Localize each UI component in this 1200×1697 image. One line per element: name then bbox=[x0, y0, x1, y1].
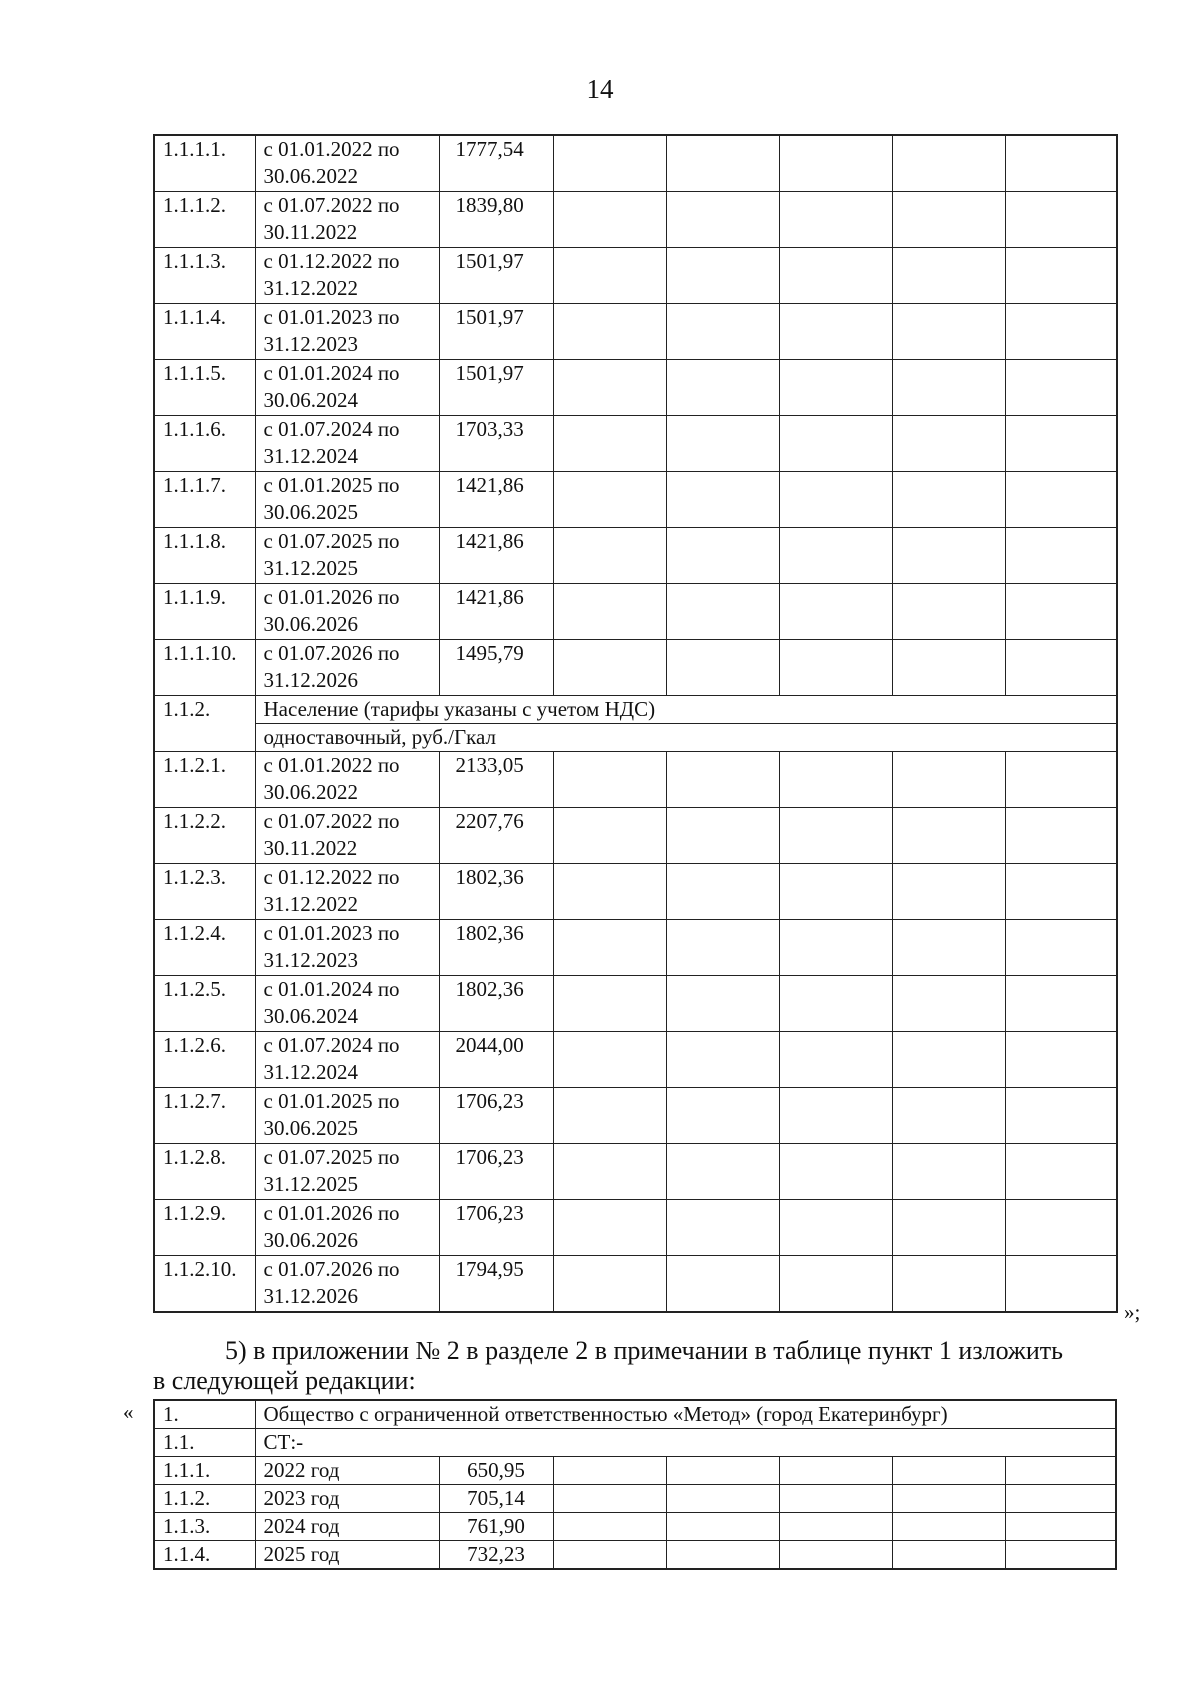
empty-cell bbox=[553, 640, 666, 696]
empty-cell bbox=[892, 1513, 1005, 1541]
table-row bbox=[154, 640, 1117, 696]
empty-cell bbox=[553, 192, 666, 248]
empty-cell bbox=[553, 920, 666, 976]
empty-cell bbox=[553, 1513, 666, 1541]
period-end: 31.12.2026 bbox=[263, 668, 358, 692]
empty-cell bbox=[666, 135, 779, 192]
table-row bbox=[154, 360, 1117, 416]
period-cell bbox=[255, 472, 439, 528]
empty-cell bbox=[892, 864, 1005, 920]
empty-cell bbox=[779, 192, 892, 248]
empty-cell bbox=[553, 472, 666, 528]
table-row bbox=[154, 584, 1117, 640]
row-number: 1.1.2.3. bbox=[154, 864, 255, 920]
row-number: 1.1.2.6. bbox=[154, 1032, 255, 1088]
period-start: с 01.01.2026 по bbox=[263, 1201, 400, 1225]
empty-cell bbox=[1005, 1485, 1116, 1513]
empty-cell bbox=[892, 1485, 1005, 1513]
table-row bbox=[154, 976, 1117, 1032]
year-value: 705,14 bbox=[439, 1485, 553, 1513]
empty-cell bbox=[892, 135, 1005, 192]
period-cell bbox=[255, 416, 439, 472]
empty-cell bbox=[1005, 1200, 1117, 1256]
tariff-value: 2044,00 bbox=[439, 1032, 553, 1088]
empty-cell bbox=[666, 360, 779, 416]
tariff-value: 1839,80 bbox=[439, 192, 553, 248]
empty-cell bbox=[1005, 1144, 1117, 1200]
period-cell bbox=[255, 1088, 439, 1144]
empty-cell bbox=[1005, 528, 1117, 584]
empty-cell bbox=[553, 416, 666, 472]
row-number: 1.1.2.4. bbox=[154, 920, 255, 976]
period-cell bbox=[255, 304, 439, 360]
period-start: с 01.07.2025 по bbox=[263, 529, 400, 553]
paragraph-line-1: 5) в приложении № 2 в разделе 2 в примечании в таблице пункт 1 изложить bbox=[225, 1336, 1064, 1365]
empty-cell bbox=[666, 1144, 779, 1200]
empty-cell bbox=[892, 1541, 1005, 1570]
empty-cell bbox=[779, 1088, 892, 1144]
tariff-value: 1802,36 bbox=[439, 920, 553, 976]
empty-cell bbox=[892, 1457, 1005, 1485]
section-number: 1.1.2. bbox=[154, 696, 255, 752]
period-start: с 01.01.2025 по bbox=[263, 1089, 400, 1113]
empty-cell bbox=[553, 1485, 666, 1513]
period-cell bbox=[255, 1200, 439, 1256]
period-end: 31.12.2023 bbox=[263, 948, 358, 972]
empty-cell bbox=[779, 752, 892, 808]
period-end: 30.06.2025 bbox=[263, 1116, 358, 1140]
row-number: 1.1.1.4. bbox=[154, 304, 255, 360]
empty-cell bbox=[553, 1200, 666, 1256]
empty-cell bbox=[779, 808, 892, 864]
empty-cell bbox=[666, 640, 779, 696]
row-number: 1.1.2.2. bbox=[154, 808, 255, 864]
table-row bbox=[154, 135, 1117, 192]
period-end: 30.06.2026 bbox=[263, 1228, 358, 1252]
opening-quote: « bbox=[123, 1400, 134, 1424]
section-title: Население (тарифы указаны с учетом НДС) bbox=[255, 696, 1117, 724]
table-row bbox=[154, 416, 1117, 472]
row-number: 1.1.2.8. bbox=[154, 1144, 255, 1200]
empty-cell bbox=[666, 472, 779, 528]
table-row bbox=[154, 1144, 1117, 1200]
period-cell bbox=[255, 360, 439, 416]
period-start: с 01.01.2023 по bbox=[263, 305, 400, 329]
table-row bbox=[154, 1513, 1116, 1541]
empty-cell bbox=[1005, 416, 1117, 472]
empty-cell bbox=[553, 528, 666, 584]
row-number: 1.1.1.3. bbox=[154, 248, 255, 304]
period-cell bbox=[255, 584, 439, 640]
empty-cell bbox=[892, 920, 1005, 976]
period-cell bbox=[255, 248, 439, 304]
empty-cell bbox=[553, 864, 666, 920]
row-number: 1.1.1.10. bbox=[154, 640, 255, 696]
empty-cell bbox=[779, 1144, 892, 1200]
period-cell bbox=[255, 528, 439, 584]
empty-cell bbox=[779, 1457, 892, 1485]
tariff-value: 1501,97 bbox=[439, 248, 553, 304]
empty-cell bbox=[553, 1032, 666, 1088]
empty-cell bbox=[779, 1200, 892, 1256]
period-end: 30.11.2022 bbox=[263, 836, 358, 860]
period-end: 30.06.2022 bbox=[263, 780, 358, 804]
table-row bbox=[154, 1200, 1117, 1256]
table-row bbox=[154, 528, 1117, 584]
empty-cell bbox=[553, 808, 666, 864]
year-cell: 2024 год bbox=[255, 1513, 439, 1541]
period-start: с 01.07.2026 по bbox=[263, 1257, 400, 1281]
period-start: с 01.07.2024 по bbox=[263, 417, 400, 441]
year-cell: 2025 год bbox=[255, 1541, 439, 1570]
period-end: 31.12.2022 bbox=[263, 892, 358, 916]
empty-cell bbox=[1005, 752, 1117, 808]
empty-cell bbox=[1005, 360, 1117, 416]
empty-cell bbox=[779, 304, 892, 360]
section-subtitle: одноставочный, руб./Гкал bbox=[255, 724, 1117, 752]
empty-cell bbox=[1005, 584, 1117, 640]
period-end: 31.12.2022 bbox=[263, 276, 358, 300]
org-name: Общество с ограниченной ответственностью «Метод» (город Екатеринбург) bbox=[255, 1400, 1116, 1429]
row-number: 1.1.4. bbox=[154, 1541, 255, 1570]
empty-cell bbox=[779, 584, 892, 640]
tariff-value: 2207,76 bbox=[439, 808, 553, 864]
row-number: 1.1.1.2. bbox=[154, 192, 255, 248]
period-end: 30.06.2024 bbox=[263, 1004, 358, 1028]
row-number: 1.1.2. bbox=[154, 1485, 255, 1513]
empty-cell bbox=[666, 248, 779, 304]
tariff-value: 1802,36 bbox=[439, 976, 553, 1032]
period-start: с 01.07.2024 по bbox=[263, 1033, 400, 1057]
empty-cell bbox=[553, 1256, 666, 1313]
empty-cell bbox=[666, 584, 779, 640]
empty-cell bbox=[666, 920, 779, 976]
org-number: 1. bbox=[154, 1400, 255, 1429]
year-value: 732,23 bbox=[439, 1541, 553, 1570]
tariff-section-population bbox=[154, 696, 1117, 752]
empty-cell bbox=[1005, 864, 1117, 920]
empty-cell bbox=[779, 248, 892, 304]
empty-cell bbox=[779, 1256, 892, 1313]
empty-cell bbox=[892, 584, 1005, 640]
empty-cell bbox=[1005, 135, 1117, 192]
empty-cell bbox=[553, 304, 666, 360]
row-number: 1.1.3. bbox=[154, 1513, 255, 1541]
empty-cell bbox=[1005, 1032, 1117, 1088]
empty-cell bbox=[892, 1144, 1005, 1200]
empty-cell bbox=[779, 864, 892, 920]
tariff-value: 1777,54 bbox=[439, 135, 553, 192]
table-row bbox=[154, 472, 1117, 528]
empty-cell bbox=[892, 1088, 1005, 1144]
empty-cell bbox=[553, 1144, 666, 1200]
empty-cell bbox=[1005, 1256, 1117, 1313]
empty-cell bbox=[666, 864, 779, 920]
empty-cell bbox=[666, 808, 779, 864]
empty-cell bbox=[666, 1088, 779, 1144]
period-cell bbox=[255, 640, 439, 696]
period-start: с 01.01.2026 по bbox=[263, 585, 400, 609]
row-number: 1.1.1.9. bbox=[154, 584, 255, 640]
empty-cell bbox=[1005, 248, 1117, 304]
tariff-rows-population bbox=[154, 752, 1117, 1313]
empty-cell bbox=[553, 360, 666, 416]
table-row bbox=[154, 304, 1117, 360]
tariff-value: 1501,97 bbox=[439, 304, 553, 360]
year-value: 761,90 bbox=[439, 1513, 553, 1541]
row-number: 1.1.1.1. bbox=[154, 135, 255, 192]
table-row bbox=[154, 1256, 1117, 1313]
empty-cell bbox=[779, 1032, 892, 1088]
empty-cell bbox=[553, 584, 666, 640]
table-row bbox=[154, 1541, 1116, 1570]
period-cell bbox=[255, 135, 439, 192]
year-cell: 2023 год bbox=[255, 1485, 439, 1513]
empty-cell bbox=[666, 976, 779, 1032]
tariff-table bbox=[153, 134, 1118, 1313]
table-row bbox=[154, 864, 1117, 920]
empty-cell bbox=[892, 640, 1005, 696]
period-end: 30.06.2025 bbox=[263, 500, 358, 524]
empty-cell bbox=[553, 248, 666, 304]
empty-cell bbox=[553, 1457, 666, 1485]
tariff-value: 1706,23 bbox=[439, 1144, 553, 1200]
period-end: 31.12.2024 bbox=[263, 1060, 358, 1084]
period-start: с 01.12.2022 по bbox=[263, 865, 400, 889]
row-number: 1.1.1.6. bbox=[154, 416, 255, 472]
period-cell bbox=[255, 976, 439, 1032]
empty-cell bbox=[1005, 1541, 1116, 1570]
table-row bbox=[154, 920, 1117, 976]
period-start: с 01.12.2022 по bbox=[263, 249, 400, 273]
empty-cell bbox=[892, 192, 1005, 248]
period-cell bbox=[255, 864, 439, 920]
empty-cell bbox=[892, 528, 1005, 584]
period-cell bbox=[255, 1032, 439, 1088]
period-start: с 01.01.2022 по bbox=[263, 753, 400, 777]
empty-cell bbox=[892, 360, 1005, 416]
empty-cell bbox=[666, 1200, 779, 1256]
table-row bbox=[154, 1457, 1116, 1485]
empty-cell bbox=[779, 472, 892, 528]
empty-cell bbox=[666, 1541, 779, 1570]
empty-cell bbox=[666, 528, 779, 584]
empty-cell bbox=[779, 135, 892, 192]
period-start: с 01.01.2022 по bbox=[263, 137, 400, 161]
table-row bbox=[154, 1032, 1117, 1088]
period-end: 31.12.2023 bbox=[263, 332, 358, 356]
tariff-value: 1421,86 bbox=[439, 472, 553, 528]
period-end: 31.12.2025 bbox=[263, 1172, 358, 1196]
period-start: с 01.07.2026 по bbox=[263, 641, 400, 665]
closing-quote: »; bbox=[1124, 1300, 1141, 1324]
empty-cell bbox=[666, 1032, 779, 1088]
period-end: 30.06.2024 bbox=[263, 388, 358, 412]
paragraph-line-2: в следующей редакции: bbox=[153, 1366, 416, 1395]
empty-cell bbox=[553, 1088, 666, 1144]
empty-cell bbox=[779, 1513, 892, 1541]
empty-cell bbox=[779, 360, 892, 416]
organization-table bbox=[153, 1399, 1117, 1570]
period-cell bbox=[255, 752, 439, 808]
tariff-value: 1802,36 bbox=[439, 864, 553, 920]
empty-cell bbox=[892, 1200, 1005, 1256]
table-row bbox=[154, 1088, 1117, 1144]
period-end: 31.12.2026 bbox=[263, 1284, 358, 1308]
period-end: 30.06.2026 bbox=[263, 612, 358, 636]
table-row bbox=[154, 752, 1117, 808]
tariff-value: 1703,33 bbox=[439, 416, 553, 472]
period-end: 30.11.2022 bbox=[263, 220, 358, 244]
empty-cell bbox=[1005, 1457, 1116, 1485]
period-cell bbox=[255, 920, 439, 976]
period-cell bbox=[255, 192, 439, 248]
row-number: 1.1.1.7. bbox=[154, 472, 255, 528]
tariff-value: 1495,79 bbox=[439, 640, 553, 696]
empty-cell bbox=[779, 528, 892, 584]
empty-cell bbox=[779, 1485, 892, 1513]
empty-cell bbox=[666, 1457, 779, 1485]
empty-cell bbox=[666, 752, 779, 808]
row-number: 1.1.2.10. bbox=[154, 1256, 255, 1313]
period-end: 30.06.2022 bbox=[263, 164, 358, 188]
empty-cell bbox=[779, 416, 892, 472]
row-number: 1.1.1.8. bbox=[154, 528, 255, 584]
empty-cell bbox=[892, 472, 1005, 528]
period-start: с 01.07.2022 по bbox=[263, 809, 400, 833]
empty-cell bbox=[892, 416, 1005, 472]
empty-cell bbox=[1005, 808, 1117, 864]
tariff-value: 1421,86 bbox=[439, 528, 553, 584]
empty-cell bbox=[779, 640, 892, 696]
row-number: 1.1.2.5. bbox=[154, 976, 255, 1032]
row-number: 1.1.2.7. bbox=[154, 1088, 255, 1144]
tariff-value: 1706,23 bbox=[439, 1200, 553, 1256]
empty-cell bbox=[1005, 920, 1117, 976]
row-number: 1.1.1.5. bbox=[154, 360, 255, 416]
period-cell bbox=[255, 1256, 439, 1313]
empty-cell bbox=[1005, 640, 1117, 696]
row-number: 1.1.2.9. bbox=[154, 1200, 255, 1256]
tariff-rows-commercial bbox=[154, 135, 1117, 696]
page-number: 14 bbox=[586, 74, 614, 104]
table-row bbox=[154, 1485, 1116, 1513]
empty-cell bbox=[892, 1032, 1005, 1088]
table-row bbox=[154, 248, 1117, 304]
tariff-value: 1794,95 bbox=[439, 1256, 553, 1313]
empty-cell bbox=[1005, 472, 1117, 528]
tariff-value: 1706,23 bbox=[439, 1088, 553, 1144]
period-start: с 01.07.2025 по bbox=[263, 1145, 400, 1169]
period-start: с 01.07.2022 по bbox=[263, 193, 400, 217]
period-start: с 01.01.2024 по bbox=[263, 977, 400, 1001]
empty-cell bbox=[553, 135, 666, 192]
period-start: с 01.01.2023 по bbox=[263, 921, 400, 945]
empty-cell bbox=[892, 1256, 1005, 1313]
empty-cell bbox=[666, 304, 779, 360]
empty-cell bbox=[1005, 304, 1117, 360]
period-start: с 01.01.2024 по bbox=[263, 361, 400, 385]
year-cell: 2022 год bbox=[255, 1457, 439, 1485]
empty-cell bbox=[892, 304, 1005, 360]
row-number: 1.1.2.1. bbox=[154, 752, 255, 808]
row-number: 1.1.1. bbox=[154, 1457, 255, 1485]
empty-cell bbox=[553, 976, 666, 1032]
empty-cell bbox=[1005, 1513, 1116, 1541]
empty-cell bbox=[779, 920, 892, 976]
period-end: 31.12.2024 bbox=[263, 444, 358, 468]
empty-cell bbox=[892, 808, 1005, 864]
empty-cell bbox=[666, 1485, 779, 1513]
period-cell bbox=[255, 808, 439, 864]
empty-cell bbox=[779, 976, 892, 1032]
period-cell bbox=[255, 1144, 439, 1200]
empty-cell bbox=[666, 416, 779, 472]
empty-cell bbox=[553, 752, 666, 808]
empty-cell bbox=[1005, 976, 1117, 1032]
st-number: 1.1. bbox=[154, 1429, 255, 1457]
empty-cell bbox=[892, 752, 1005, 808]
tariff-value: 1421,86 bbox=[439, 584, 553, 640]
empty-cell bbox=[1005, 192, 1117, 248]
tariff-value: 1501,97 bbox=[439, 360, 553, 416]
empty-cell bbox=[1005, 1088, 1117, 1144]
table-row bbox=[154, 808, 1117, 864]
empty-cell bbox=[892, 248, 1005, 304]
empty-cell bbox=[779, 1541, 892, 1570]
tariff-value: 2133,05 bbox=[439, 752, 553, 808]
period-start: с 01.01.2025 по bbox=[263, 473, 400, 497]
table-row bbox=[154, 192, 1117, 248]
empty-cell bbox=[666, 192, 779, 248]
empty-cell bbox=[666, 1256, 779, 1313]
st-label: СТ:- bbox=[255, 1429, 1116, 1457]
empty-cell bbox=[553, 1541, 666, 1570]
period-end: 31.12.2025 bbox=[263, 556, 358, 580]
year-value: 650,95 bbox=[439, 1457, 553, 1485]
empty-cell bbox=[892, 976, 1005, 1032]
empty-cell bbox=[666, 1513, 779, 1541]
